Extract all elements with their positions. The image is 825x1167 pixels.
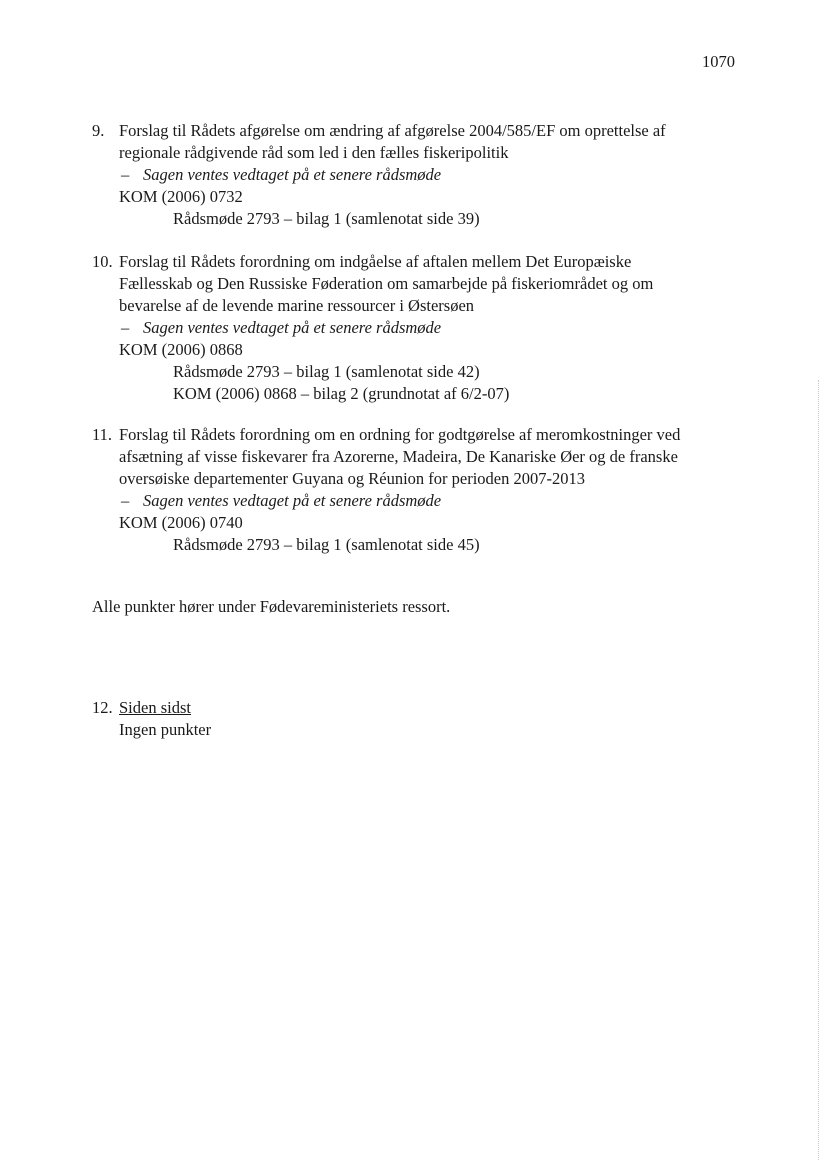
dash-mark: – [121,165,130,184]
item-number: 10. [92,252,113,271]
attachment: Rådsmøde 2793 – bilag 1 (samlenotat side 45) [173,535,480,554]
status-note-text: Sagen ventes vedtaget på et senere rådsmøde [143,318,442,337]
status-note [121,490,441,512]
item-title-line: Forslag til Rådets forordning om en ordning for godtgørelse af meromkostninger ved [119,425,681,444]
item-title-line: bevarelse af de levende marine ressourcer i Østersøen [119,296,475,315]
status-note-text: Sagen ventes vedtaget på et senere rådsmøde [143,491,442,510]
item-title-line: regionale rådgivende råd som led i den fælles fiskeripolitik [119,143,509,162]
status-note [121,317,441,339]
document-reference: KOM (2006) 0740 [119,513,243,532]
page-number: 1070 [702,52,735,71]
item-title-line: oversøiske departementer Guyana og Réunion for perioden 2007-2013 [119,469,585,488]
section-body: Ingen punkter [119,720,212,739]
attachment: KOM (2006) 0868 – bilag 2 (grundnotat af 6/2-07) [173,384,510,403]
dash-mark: – [121,491,130,510]
section-title: Siden sidst [119,698,191,717]
scan-edge-artifact [818,380,820,1160]
status-note [121,164,441,186]
item-title-line: afsætning af visse fiskevarer fra Azorerne, Madeira, De Kanariske Øer og de franske [119,447,678,466]
item-number: 9. [92,121,105,140]
dash-mark: – [121,318,130,337]
status-note-text: Sagen ventes vedtaget på et senere rådsmøde [143,165,442,184]
document-reference: KOM (2006) 0868 [119,340,243,359]
attachment: Rådsmøde 2793 – bilag 1 (samlenotat side 42) [173,362,480,381]
document-reference: KOM (2006) 0732 [119,187,243,206]
item-title-line: Forslag til Rådets afgørelse om ændring af afgørelse 2004/585/EF om oprettelse af [119,121,666,140]
item-number: 12. [92,698,113,717]
item-title-line: Forslag til Rådets forordning om indgåelse af aftalen mellem Det Europæiske [119,252,632,271]
attachment: Rådsmøde 2793 – bilag 1 (samlenotat side 39) [173,209,480,228]
ministry-note: Alle punkter hører under Fødevareministeriets ressort. [92,597,451,616]
item-number: 11. [92,425,113,444]
item-title-line: Fællesskab og Den Russiske Føderation om samarbejde på fiskeriområdet og om [119,274,654,293]
